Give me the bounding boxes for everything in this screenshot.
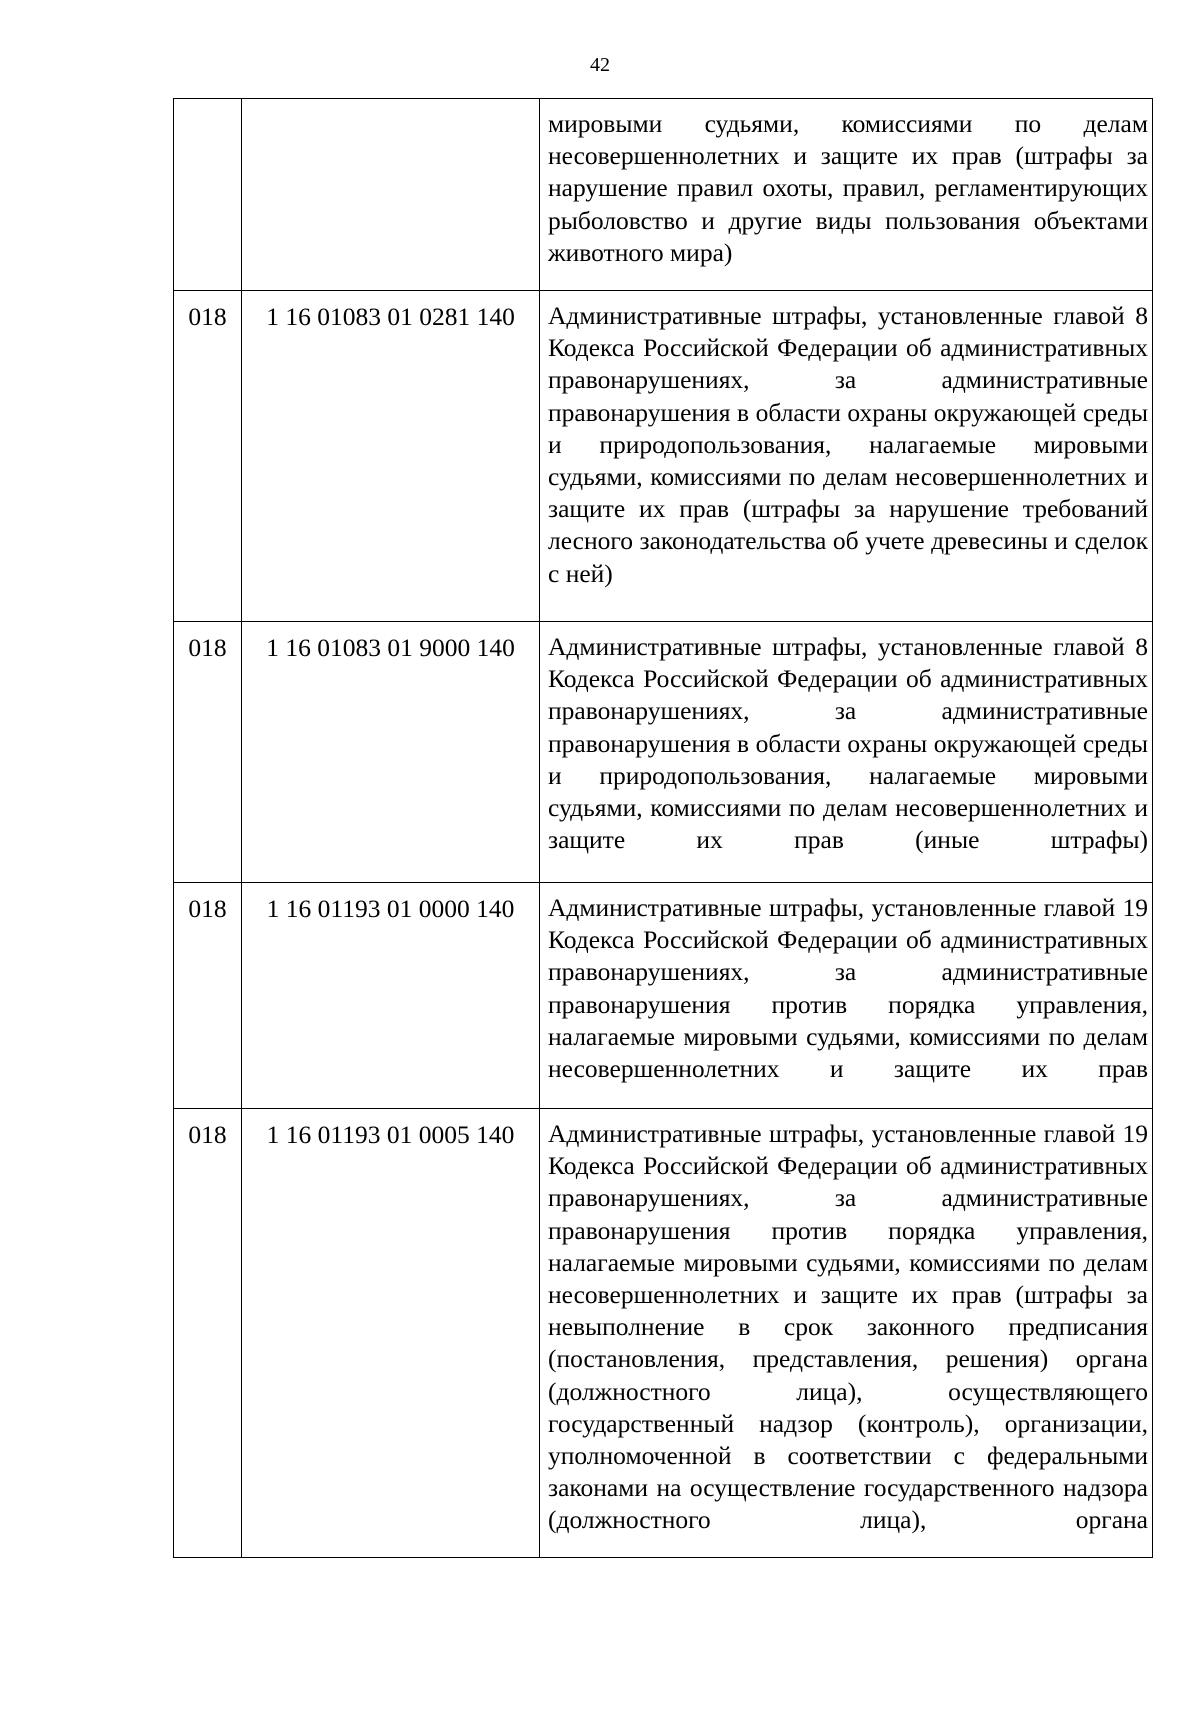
page-number: 42 [590, 54, 610, 76]
admin-code-cell [174, 99, 242, 291]
budget-code-cell: 1 16 01193 01 0000 140 [242, 883, 540, 1109]
description-text: Административные штрафы, установленные главой 19 Кодекса Российской Федерации об административных правонарушениях, за административные правонарушения против порядка управления, налагаемые мировыми судьями, комиссиями по делам несовершеннолетних и защите их прав (штрафы за невыполнение в срок законного предписания (постановления, представления, решения) органа (должностного лица), осуществляющего государственный надзор (контроль), организации, уполномоченной в соответствии с федеральными законами на осуществление государственного надзора (должностного лица), органа [548, 1119, 1148, 1535]
admin-code-cell: 018 [174, 883, 242, 1109]
description-text: мировыми судьями, комиссиями по делам несовершеннолетних и защите их прав (штрафы за нарушение правил охоты, правил, регламентирующих рыболовство и другие виды пользования объектами животного мира) [548, 109, 1148, 267]
description-cell [540, 99, 1153, 291]
admin-code-cell: 018 [174, 291, 242, 622]
budget-code-cell: 1 16 01083 01 9000 140 [242, 622, 540, 883]
budget-codes-table [173, 98, 1153, 1558]
description-cell [540, 883, 1153, 1109]
budget-code-cell [242, 99, 540, 291]
budget-code-cell: 1 16 01193 01 0005 140 [242, 1109, 540, 1558]
description-text: Административные штрафы, установленные главой 19 Кодекса Российской Федерации об административных правонарушениях, за административные правонарушения против порядка управления, налагаемые мировыми судьями, комиссиями по делам несовершеннолетних и защите их прав [548, 893, 1148, 1084]
budget-code-cell: 1 16 01083 01 0281 140 [242, 291, 540, 622]
description-text: Административные штрафы, установленные главой 8 Кодекса Российской Федерации об административных правонарушениях, за административные правонарушения в области охраны окружающей среды и природопользования, налагаемые мировыми судьями, комиссиями по делам несовершеннолетних и защите их прав (иные штрафы) [548, 632, 1148, 855]
description-cell [540, 291, 1153, 622]
admin-code-cell: 018 [174, 1109, 242, 1558]
table-row [174, 883, 1153, 1109]
table-row [174, 622, 1153, 883]
admin-code-cell: 018 [174, 622, 242, 883]
table-row [174, 99, 1153, 291]
description-text: Административные штрафы, установленные главой 8 Кодекса Российской Федерации об административных правонарушениях, за административные правонарушения в области охраны окружающей среды и природопользования, налагаемые мировыми судьями, комиссиями по делам несовершеннолетних и защите их прав (штрафы за нарушение требований лесного законодательства об учете древесины и сделок с ней) [548, 301, 1148, 588]
description-cell [540, 1109, 1153, 1558]
description-cell [540, 622, 1153, 883]
table-row [174, 291, 1153, 622]
table-row [174, 1109, 1153, 1558]
